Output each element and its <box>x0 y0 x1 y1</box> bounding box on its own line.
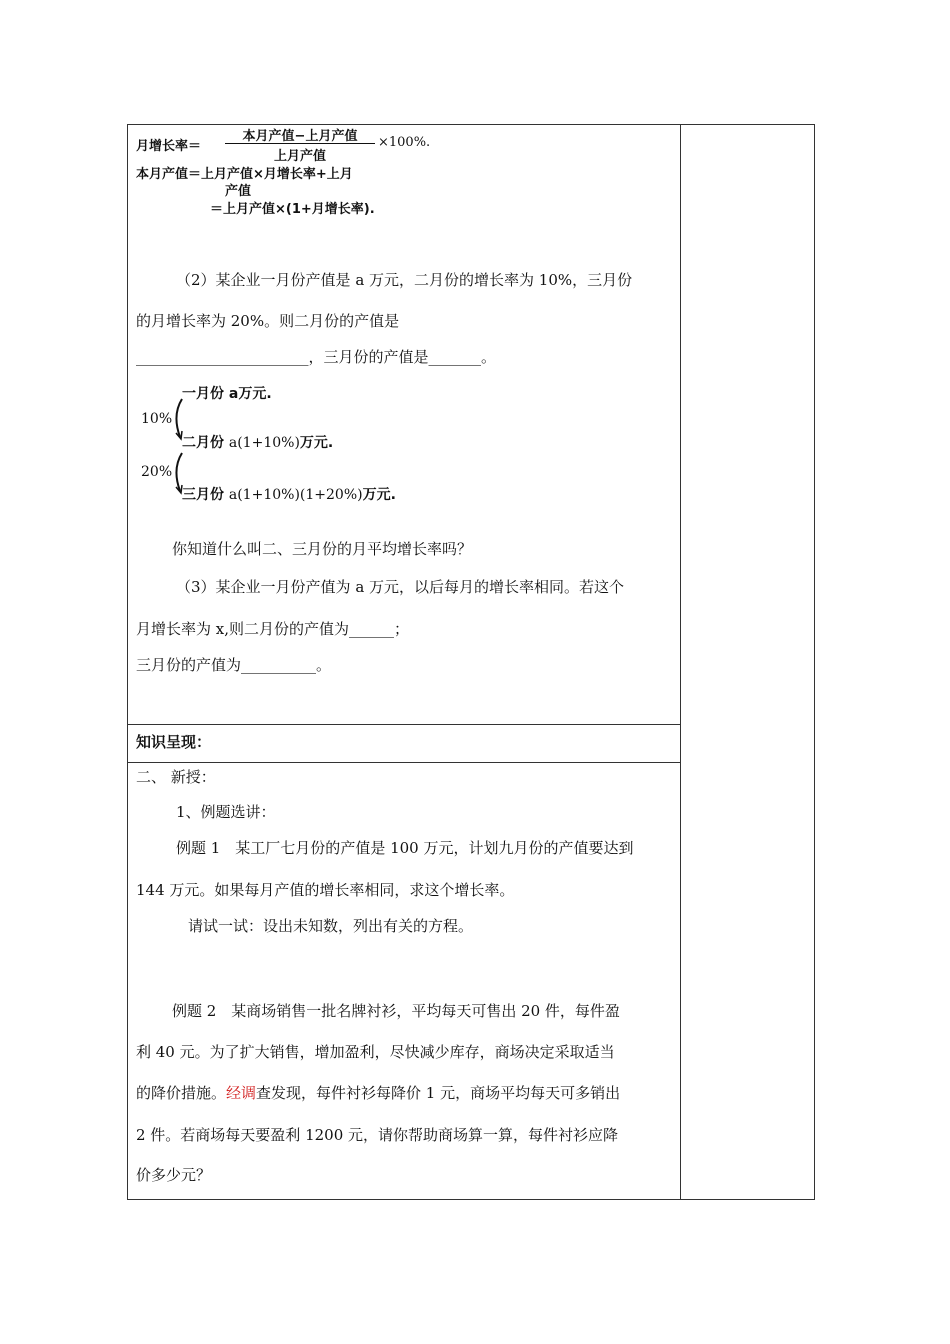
worksheet-table <box>127 124 815 1200</box>
section-title: 二、 新授： <box>136 768 216 786</box>
example2-line3-end: 查发现，每件衬衫每降价 1 元，商场平均每天可多销出 <box>256 1084 621 1102</box>
example2-highlight: 经调 <box>226 1084 257 1102</box>
example2-line2: 利 40 元。为了扩大销售，增加盈利，尽快减少库存，商场决定采取适当 <box>136 1043 615 1061</box>
formula-denominator <box>225 145 375 164</box>
row-divider-knowledge <box>128 724 681 725</box>
example2-line3 <box>136 1083 620 1103</box>
knowledge-header: 知识呈现： <box>136 733 212 751</box>
diagram-rate2: 20% <box>141 464 173 480</box>
diagram-month2-unit: 万元. <box>299 435 334 451</box>
formula-line3-eq: ＝ <box>210 202 224 217</box>
diagram-month1 <box>182 383 272 403</box>
example2-line1: 例题 2 某商场销售一批名牌衬衫，平均每天可售出 20 件，每件盈 <box>172 1002 620 1020</box>
q3-line2: 月增长率为 x,则二月份的产值为______； <box>136 620 409 638</box>
q2-line1: （2）某企业一月份产值是 a 万元，二月份的增长率为 10%，三月份 <box>176 271 633 289</box>
example1-line2: 144 万元。如果每月产值的增长率相同，求这个增长率。 <box>136 881 515 899</box>
formula-label-value: 本月产值＝ <box>136 167 202 182</box>
formula-label-rate: 月增长率＝ <box>136 139 202 154</box>
formula-line3-rhs: 上月产值×(1+月增长率). <box>223 202 375 217</box>
example2-line5: 价多少元？ <box>136 1166 212 1184</box>
column-divider <box>680 125 681 1199</box>
formula-denominator-text: 上月产值 <box>273 149 326 164</box>
formula-numerator-text: 本月产值−上月产值 <box>242 129 358 144</box>
example2-line3-start: 的降价措施。 <box>136 1084 227 1102</box>
formula-line3 <box>210 198 375 217</box>
example2-line4: 2 件。若商场每天要盈利 1200 元，请你帮助商场算一算，每件衬衫应降 <box>136 1126 619 1144</box>
diagram-month3-unit: 万元. <box>362 487 396 503</box>
diagram-month2-value: a(1+10%) <box>228 435 300 451</box>
diagram-month1-value: a万元. <box>228 386 272 402</box>
diagram-month2-label: 二月份 <box>182 435 224 451</box>
diagram-month3-value: a(1+10%)(1+20%) <box>228 487 363 503</box>
formula-line1 <box>136 135 201 154</box>
q3-line1: （3）某企业一月份产值为 a 万元，以后每月的增长率相同。若这个 <box>176 578 625 596</box>
growth-diagram <box>136 379 466 509</box>
formula-line2-cont-text: 产值 <box>225 184 252 199</box>
diagram-month1-label: 一月份 <box>182 386 224 402</box>
q2-line3-mid: ，三月份的产值是 <box>308 348 429 366</box>
diagram-month3 <box>182 484 396 504</box>
example1-line1: 例题 1 某工厂七月份的产值是 100 万元，计划九月份的产值要达到 <box>176 839 634 857</box>
diagram-month3-label: 三月份 <box>182 487 224 503</box>
formula-tail-text: ×100%. <box>378 135 431 150</box>
q2-blank-mar[interactable]: _______ <box>428 348 482 366</box>
formula-numerator <box>225 125 375 144</box>
formula-tail <box>378 135 430 150</box>
q2-blank-feb[interactable]: _______________________ <box>136 348 309 366</box>
q2-line2: 的月增长率为 20%。则二月份的产值是 <box>136 312 400 330</box>
section-subtitle: 1、例题选讲： <box>176 803 276 821</box>
q3-line3: 三月份的产值为__________。 <box>136 656 332 674</box>
row-divider-section <box>128 762 681 763</box>
diagram-rate1: 10% <box>141 411 173 427</box>
diagram-month2 <box>182 432 333 452</box>
fraction-bar <box>225 143 375 144</box>
formula-line2-cont <box>225 180 251 199</box>
example1-try: 请试一试：设出未知数，列出有关的方程。 <box>188 917 474 935</box>
arrow-curves-icon <box>172 397 188 507</box>
q2-line3 <box>136 347 496 367</box>
q2-line3-end: 。 <box>481 348 497 366</box>
question-average-rate: 你知道什么叫二、三月份的月平均增长率吗？ <box>172 540 473 558</box>
formula-line2-rhs: 上月产值×月增长率+上月 <box>201 167 353 182</box>
